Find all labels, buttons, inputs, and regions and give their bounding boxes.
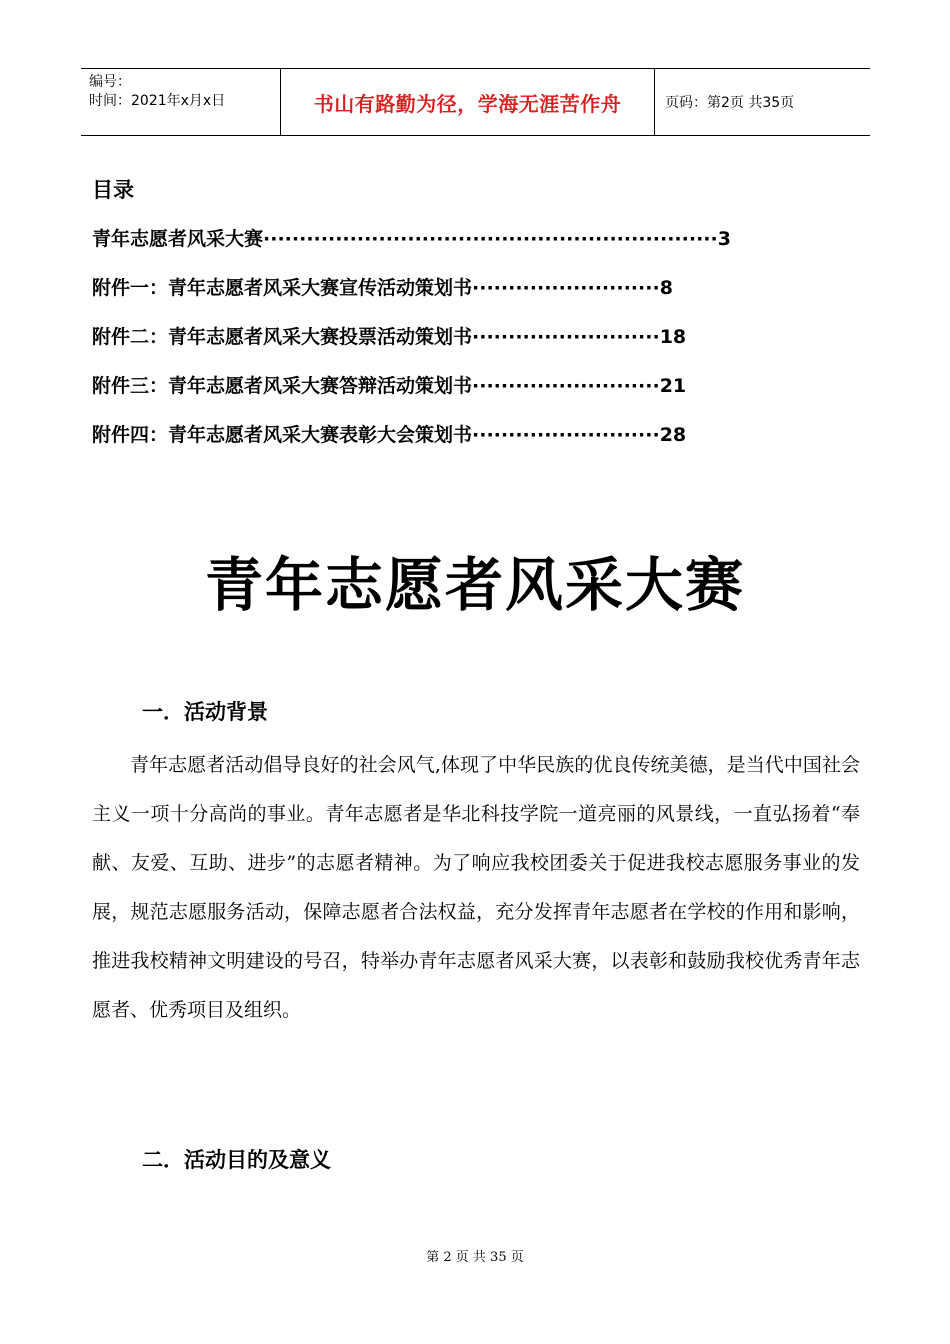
toc-item[interactable] xyxy=(92,421,686,449)
toc-item-label: 附件三：青年志愿者风采大赛答辩活动策划书 xyxy=(92,375,473,397)
toc-title: 目录 xyxy=(92,178,134,202)
page-header xyxy=(81,68,870,136)
toc-item-leader: ·························· xyxy=(472,326,660,348)
page-footer: 第 2 页 共 35 页 xyxy=(426,1250,524,1265)
toc-item[interactable] xyxy=(92,372,686,400)
number-label: 编号： xyxy=(89,74,131,90)
toc-item-leader: ·························· xyxy=(472,375,660,397)
toc-item-label: 青年志愿者风采大赛 xyxy=(92,228,264,250)
header-meta xyxy=(81,69,280,135)
toc-item-label: 附件四：青年志愿者风采大赛表彰大会策划书 xyxy=(92,424,473,446)
header-motto: 书山有路勤为径，学海无涯苦作舟 xyxy=(280,69,655,135)
toc-item[interactable] xyxy=(92,225,731,253)
section-body: 青年志愿者活动倡导良好的社会风气,体现了中华民族的优良传统美德，是当代中国社会主义一项十分高尚的事业。青年志愿者是华北科技学院一道亮丽的风景线，一直弘扬着“奉献、友爱、互助、进步”的志愿者精神。为了响应我校团委关于促进我校志愿服务事业的发展，规范志愿服务活动，保障志愿者合法权益，充分发挥青年志愿者在学校的作用和影响，推进我校精神文明建设的号召，特举办青年志愿者风采大赛，以表彰和鼓励我校优秀青年志愿者、优秀项目及组织。 xyxy=(92,754,860,1021)
section-heading: 二．活动目的及意义 xyxy=(142,1148,331,1172)
toc-item-page: 18 xyxy=(659,326,687,348)
toc-item-page: 3 xyxy=(717,228,731,250)
toc-item-label: 附件一：青年志愿者风采大赛宣传活动策划书 xyxy=(92,277,473,299)
toc-item-leader: ·························· xyxy=(472,277,660,299)
toc-item-page: 8 xyxy=(659,277,673,299)
toc-item-page: 28 xyxy=(659,424,687,446)
time-label: 时间：2021年x月x日 xyxy=(89,93,226,109)
section-heading: 一．活动背景 xyxy=(142,700,268,724)
toc-item-leader: ······························································· xyxy=(263,228,718,250)
toc-item[interactable] xyxy=(92,323,686,351)
header-page-info: 页码：第2页 共35页 xyxy=(665,95,795,111)
toc-item-page: 21 xyxy=(659,375,687,397)
toc-item[interactable] xyxy=(92,274,673,302)
toc-item-label: 附件二：青年志愿者风采大赛投票活动策划书 xyxy=(92,326,473,348)
document-title: 青年志愿者风采大赛 xyxy=(204,551,745,619)
toc-item-leader: ·························· xyxy=(472,424,660,446)
